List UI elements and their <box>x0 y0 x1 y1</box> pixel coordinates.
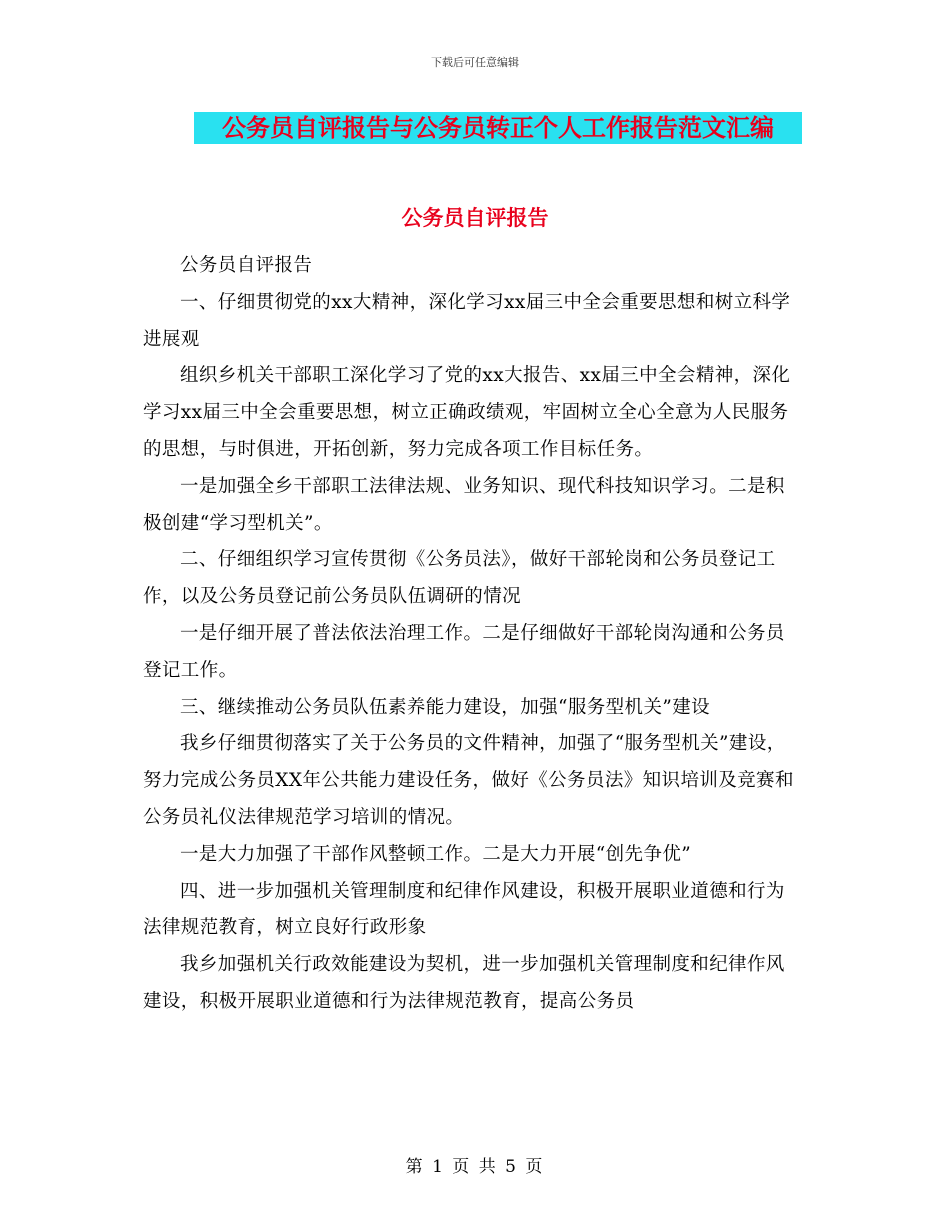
paragraph: 一是加强全乡干部职工法律法规、业务知识、现代科技知识学习。二是积极创建“学习型机关”。 <box>143 475 785 534</box>
header-note: 下载后可任意编辑 <box>431 56 519 69</box>
paragraph: 一是仔细开展了普法依法治理工作。二是仔细做好干部轮岗沟通和公务员登记工作。 <box>143 622 785 681</box>
paragraph: 公务员自评报告 <box>180 255 313 276</box>
paragraph: 我乡加强机关行政效能建设为契机，进一步加强机关管理制度和纪律作风建设，积极开展职业道德和行为法律规范教育，提高公务员 <box>143 954 785 1012</box>
paragraph: 我乡仔细贯彻落实了关于公务员的文件精神，加强了“服务型机关”建设，努力完成公务员XX年公共能力建设任务，做好《公务员法》知识培训及竞赛和公务员礼仪法律规范学习培训的情况。 <box>143 733 794 828</box>
paragraph: 三、继续推动公务员队伍素养能力建设，加强“服务型机关”建设 <box>180 696 711 718</box>
paragraph: 一是大力加强了干部作风整顿工作。二是大力开展“创先争优” <box>180 843 692 865</box>
paragraph: 一、仔细贯彻党的xx大精神，深化学习xx届三中全会重要思想和树立科学进展观 <box>143 291 791 350</box>
paragraph: 二、仔细组织学习宣传贯彻《公务员法》，做好干部轮岗和公务员登记工作，以及公务员登记前公务员队伍调研的情况 <box>143 549 776 608</box>
document-body <box>143 248 803 1021</box>
document-title: 公务员自评报告与公务员转正个人工作报告范文汇编 <box>194 112 802 144</box>
section-title: 公务员自评报告 <box>401 206 549 230</box>
paragraph: 四、进一步加强机关管理制度和纪律作风建设，积极开展职业道德和行为法律规范教育，树立良好行政形象 <box>143 880 785 939</box>
paragraph: 组织乡机关干部职工深化学习了党的xx大报告、xx届三中全会精神，深化学习xx届三中全会重要思想，树立正确政绩观，牢固树立全心全意为人民服务的思想，与时俱进，开拓创新，努力完成各项工作目标任务。 <box>143 365 791 460</box>
page-number-footer: 第 1 页 共 5 页 <box>405 1157 545 1177</box>
